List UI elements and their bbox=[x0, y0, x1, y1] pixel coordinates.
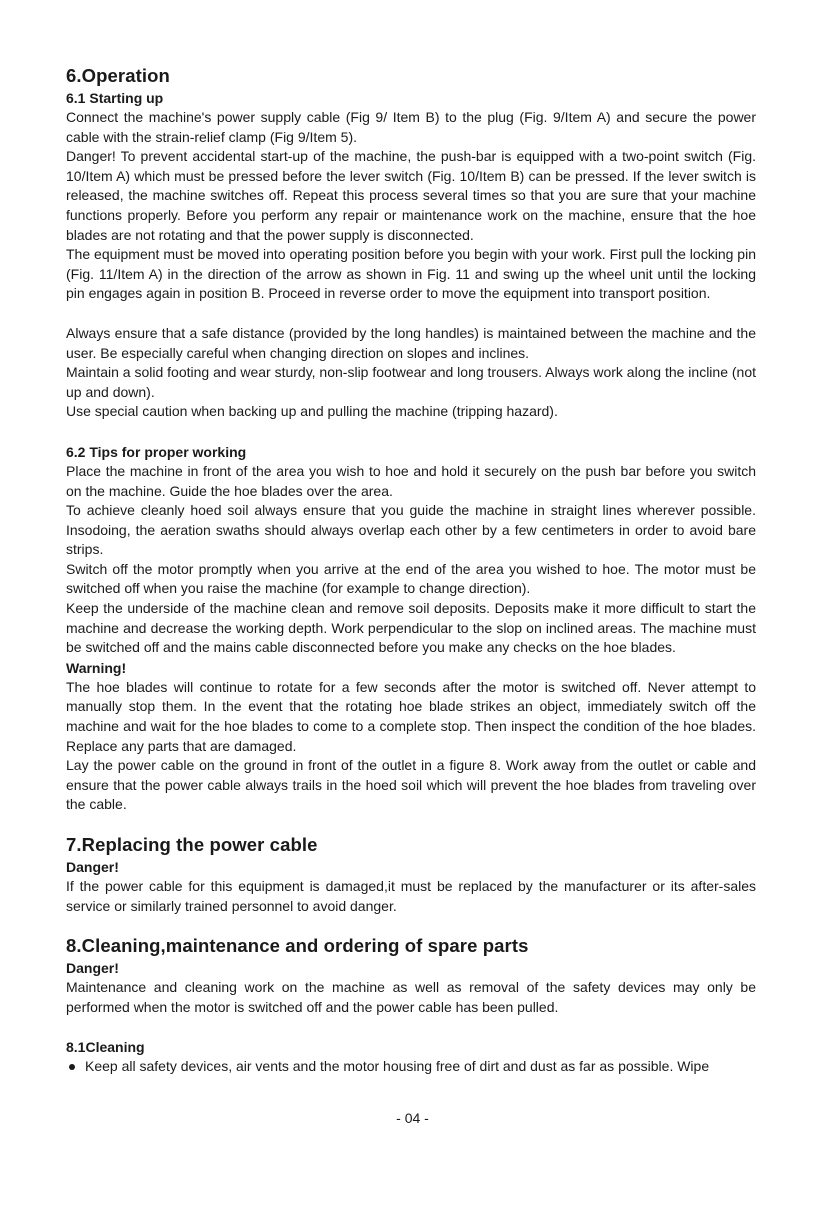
paragraph: Connect the machine's power supply cable (Fig 9/ Item B) to the plug (Fig. 9/Item A) and secure the power cable with the strain-relief clamp (Fig 9/Item 5). bbox=[66, 109, 756, 145]
section-7-title: 7.Replacing the power cable bbox=[66, 834, 318, 855]
subsection-6-2-title: 6.2 Tips for proper working bbox=[66, 443, 247, 460]
paragraph: Always ensure that a safe distance (provided by the long handles) is maintained between the machine and the user. Be especially careful when changing direction on slopes and inclines. bbox=[66, 324, 756, 361]
danger-label: Danger! bbox=[66, 960, 119, 977]
subsection-6-1-title: 6.1 Starting up bbox=[66, 90, 164, 106]
danger-label: Danger! bbox=[66, 859, 119, 875]
paragraph: If the power cable for this equipment is damaged,it must be replaced by the manufacturer or its after-sales service or similarly trained personnel to avoid danger. bbox=[66, 878, 756, 914]
page-number: - 04 - bbox=[396, 1110, 429, 1126]
subsection-8-1-title: 8.1Cleaning bbox=[66, 1039, 145, 1056]
paragraph: Switch off the motor promptly when you arrive at the end of the area you wished to hoe. The motor must be switched off when you raise the machine (for example to change direction). bbox=[66, 560, 756, 597]
section-6-title: 6.Operation bbox=[66, 65, 170, 86]
section-8-title: 8.Cleaning,maintenance and ordering of spare parts bbox=[66, 935, 529, 957]
paragraph: Place the machine in front of the area you wish to hoe and hold it securely on the push bar before you switch on the machine. Guide the hoe blades over the area. bbox=[66, 462, 756, 499]
bullet-list bbox=[66, 1057, 756, 1077]
paragraph: The equipment must be moved into operating position before you begin with your work. First pull the locking pin (Fig. 11/Item A) in the direction of the arrow as shown in Fig. 11 and swing up the wheel unit until the locking pin engages again in position B. Proceed in reverse order to move the equipment into transport position. bbox=[66, 246, 756, 302]
list-item-text: Keep all safety devices, air vents and the motor housing free of dirt and dust as far as possible. Wipe bbox=[85, 1058, 710, 1075]
paragraph: Maintain a solid footing and wear sturdy, non-slip footwear and long trousers. Always work along the incline (not up and down). bbox=[66, 364, 757, 400]
paragraph: Lay the power cable on the ground in front of the outlet in a figure 8. Work away from the outlet or cable and ensure that the power cable always trails in the hoed soil which will prevent the hoe blades from traveling over the cable. bbox=[66, 757, 756, 813]
warning-label: Warning! bbox=[66, 659, 127, 676]
document-page bbox=[66, 64, 756, 1077]
paragraph: Danger! To prevent accidental start-up of the machine, the push-bar is equipped with a two-point switch (Fig. 10/Item A) which must be pressed before the lever switch (Fig. 10/Item B) can be pressed. If the lever switch is released, the machine switches off. Repeat this process several times so that you are sure that your machine functions properly. Before you perform any repair or maintenance work on the machine, ensure that the hoe blades are not rotating and that the power supply is disconnected. bbox=[66, 148, 756, 243]
paragraph: Maintenance and cleaning work on the machine as well as removal of the safety devices may only be performed when the motor is switched off and the power cable has been pulled. bbox=[66, 979, 756, 1015]
list-item bbox=[66, 1057, 756, 1077]
paragraph: Use special caution when backing up and pulling the machine (tripping hazard). bbox=[66, 403, 558, 420]
paragraph: Keep the underside of the machine clean and remove soil deposits. Deposits make it more difficult to start the machine and decrease the working depth. Work perpendicular to the slop on inclined areas. The machine must be switched off and the mains cable disconnected before you make any checks on the hoe blades. bbox=[66, 600, 756, 656]
paragraph: To achieve cleanly hoed soil always ensure that you guide the machine in straight lines wherever possible. Insodoing, the aeration swaths should always overlap each other by a few centimeters in order to avoid bare strips. bbox=[66, 502, 756, 558]
paragraph: The hoe blades will continue to rotate for a few seconds after the motor is switched off. Never attempt to manually stop them. In the event that the rotating hoe blade strikes an object, immediately switch off the machine and wait for the hoe blades to come to a complete stop. Then inspect the condition of the hoe blades. Replace any parts that are damaged. bbox=[66, 678, 756, 754]
bullet-dot-icon bbox=[69, 1064, 75, 1070]
